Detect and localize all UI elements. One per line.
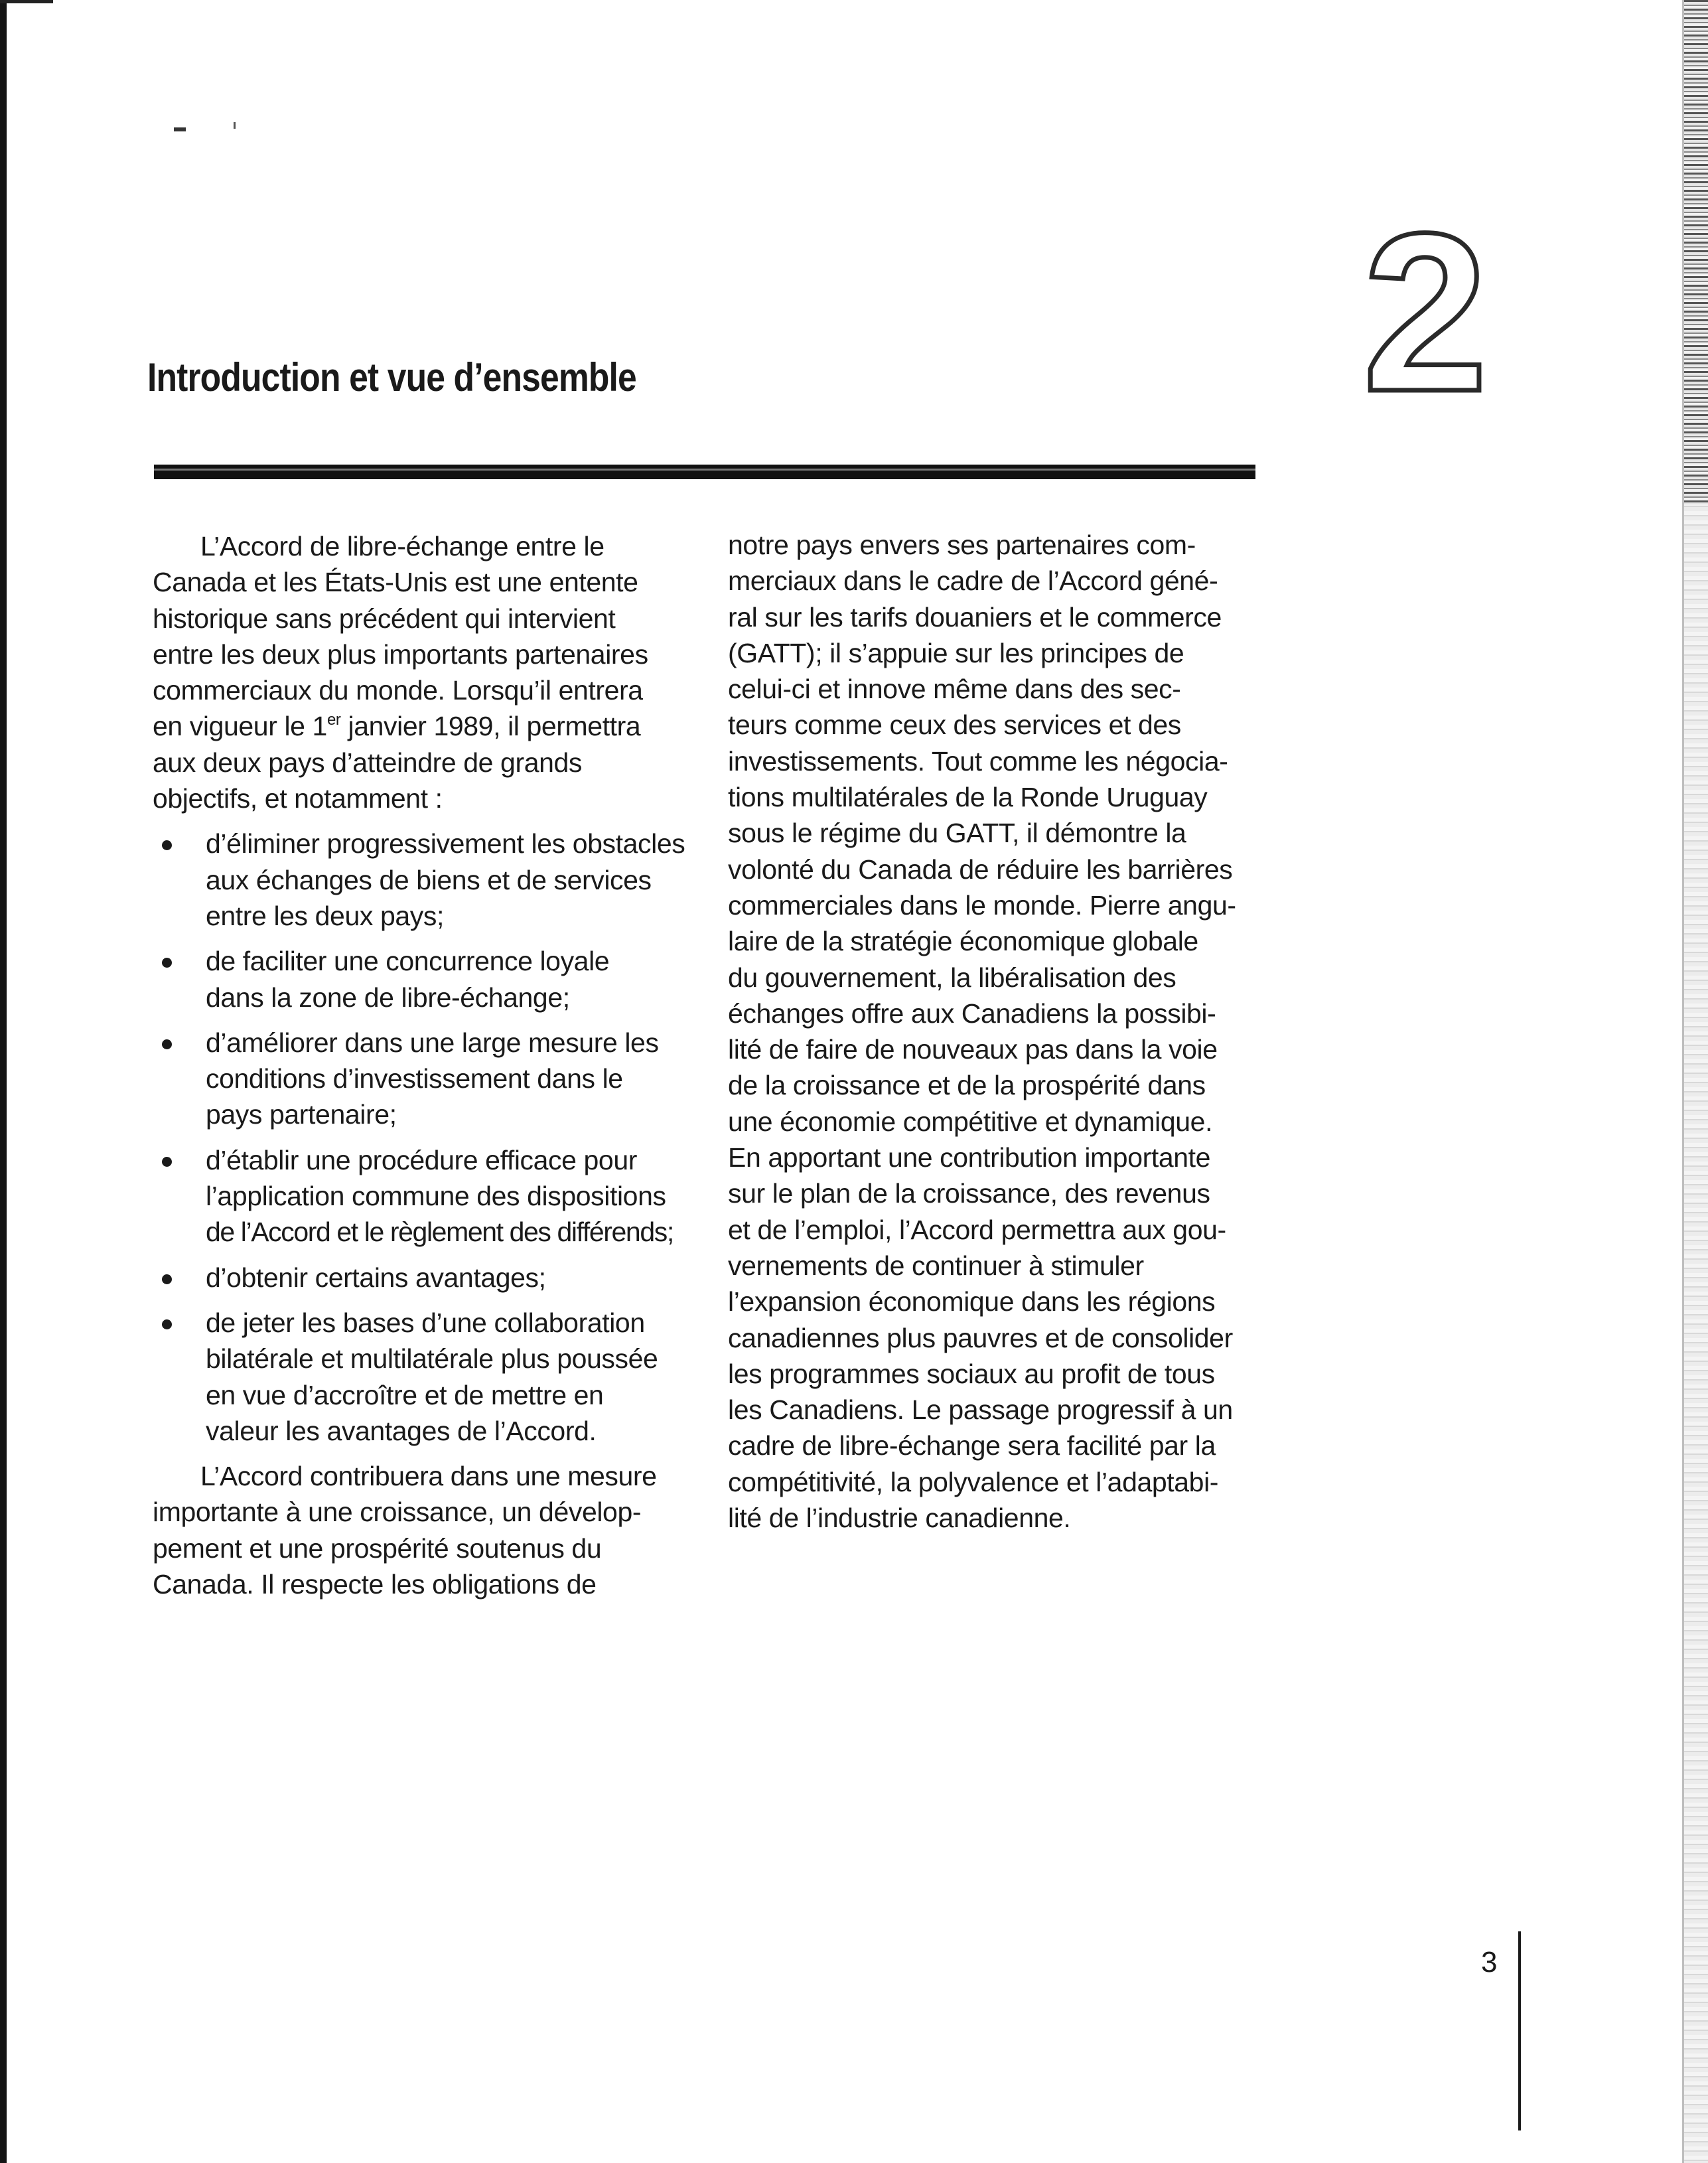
text-line: entre les deux pays;: [206, 900, 444, 931]
text-line: L’Accord de libre-échange entre le: [200, 531, 605, 561]
page-number: 3: [1481, 1946, 1498, 1978]
text-line: l’expansion économique dans les régions: [728, 1286, 1216, 1317]
text-line: cadre de libre-échange sera facilité par la: [728, 1430, 1216, 1461]
text-line: une économie compétitive et dynamique.: [728, 1106, 1213, 1137]
text-line: bilatérale et multilatérale plus poussée: [206, 1343, 658, 1375]
text-line: canadiennes plus pauvres et de consolider: [728, 1322, 1233, 1353]
text-line: ral sur les tarifs douaniers et le commerce: [728, 601, 1222, 633]
text-line: sur le plan de la croissance, des revenus: [728, 1178, 1210, 1209]
text-line: les Canadiens. Le passage progressif à un: [728, 1394, 1233, 1426]
text-line: notre pays envers ses partenaires com-: [728, 530, 1196, 560]
text-line: de jeter les bases d’une collaboration: [206, 1307, 645, 1338]
list-item: [153, 1260, 703, 1296]
text-line: historique sans précédent qui intervient: [153, 603, 616, 634]
text-line: les programmes sociaux au profit de tous: [728, 1358, 1215, 1389]
text-line: volonté du Canada de réduire les barrières: [728, 854, 1233, 885]
text-line: importante à une croissance, un dévelop-: [153, 1497, 642, 1528]
chapter-title: Introduction et vue d’ensemble: [147, 355, 636, 400]
text-line: merciaux dans le cadre de l’Accord géné-: [728, 565, 1218, 597]
page-number-rule: [1518, 1931, 1521, 2130]
text-line: L’Accord contribuera dans une mesure: [200, 1461, 657, 1492]
right-column: [728, 527, 1279, 1536]
ordinal-superscript: er: [326, 711, 341, 729]
left-column: [153, 528, 703, 1602]
scan-edge-top: [0, 0, 53, 3]
list-item: [153, 1305, 703, 1449]
list-item: [153, 943, 703, 1015]
text-line: commerciales dans le monde. Pierre angu-: [728, 889, 1236, 921]
closing-paragraph: [153, 1458, 703, 1602]
text-line: lité de faire de nouveaux pas dans la voie: [728, 1034, 1218, 1065]
text-line: en vue d’accroître et de mettre en: [206, 1379, 604, 1410]
text-line: échanges offre aux Canadiens la possibi-: [728, 998, 1216, 1029]
text-line: (GATT); il s’appuie sur les principes de: [728, 637, 1184, 668]
text-fragment: en vigueur le 1: [153, 711, 327, 742]
chapter-number: 2: [1362, 186, 1488, 439]
text-line: celui-ci et innove même dans des sec-: [728, 674, 1181, 705]
list-item: [153, 826, 703, 934]
text-line: sous le régime du GATT, il démontre la: [728, 818, 1186, 849]
scan-speck: [234, 122, 236, 129]
text-line: aux échanges de biens et de services: [206, 864, 652, 895]
intro-paragraph: [153, 528, 703, 816]
text-line: objectifs, et notamment :: [153, 783, 443, 814]
text-line: tions multilatérales de la Ronde Uruguay: [728, 782, 1208, 813]
list-item: [153, 1025, 703, 1133]
text-fragment: janvier 1989, il permettra: [340, 711, 641, 742]
text-line: commerciaux du monde. Lorsqu’il entrera: [153, 675, 643, 706]
title-rule: [154, 465, 1255, 479]
continued-paragraph: [728, 527, 1279, 1536]
text-line: aux deux pays d’atteindre de grands: [153, 747, 583, 778]
text-line: teurs comme ceux des services et des: [728, 709, 1181, 741]
scan-edge-right-dark: [1684, 0, 1708, 504]
text-line: de faciliter une concurrence loyale: [206, 946, 610, 977]
text-line: d’établir une procédure efficace pour: [206, 1144, 637, 1175]
text-line: l’application commune des dispositions: [206, 1181, 666, 1212]
text-line: d’éliminer progressivement les obstacles: [206, 828, 685, 859]
text-line: d’obtenir certains avantages;: [206, 1262, 546, 1293]
text-line: laire de la stratégie économique globale: [728, 926, 1198, 957]
text-line: de l’Accord et le règlement des différends;: [206, 1217, 674, 1248]
text-line: Canada et les États-Unis est une entente: [153, 567, 638, 598]
text-line: entre les deux plus importants partenaires: [153, 638, 648, 670]
text-line: et de l’emploi, l’Accord permettra aux gou-: [728, 1214, 1226, 1245]
text-line: pement et une prospérité soutenus du: [153, 1532, 602, 1564]
text-line: [153, 708, 703, 744]
text-line: valeur les avantages de l’Accord.: [206, 1415, 597, 1446]
text-line: Canada. Il respecte les obligations de: [153, 1569, 597, 1600]
text-line: dans la zone de libre-échange;: [206, 982, 570, 1013]
list-item: [153, 1142, 703, 1250]
text-line: de la croissance et de la prospérité dans: [728, 1070, 1206, 1101]
text-line: lité de l’industrie canadienne.: [728, 1503, 1071, 1534]
scan-edge-left: [0, 0, 7, 2163]
objectives-list: [153, 826, 703, 1449]
text-line: d’améliorer dans une large mesure les: [206, 1027, 659, 1058]
scan-speck: [174, 127, 186, 131]
text-line: pays partenaire;: [206, 1099, 397, 1130]
text-line: conditions d’investissement dans le: [206, 1063, 623, 1094]
text-line: investissements. Tout comme les négocia-: [728, 745, 1228, 777]
text-line: En apportant une contribution importante: [728, 1142, 1211, 1173]
text-line: vernements de continuer à stimuler: [728, 1250, 1144, 1281]
text-line: du gouvernement, la libéralisation des: [728, 962, 1176, 993]
text-line: compétitivité, la polyvalence et l’adaptabi-: [728, 1466, 1219, 1497]
